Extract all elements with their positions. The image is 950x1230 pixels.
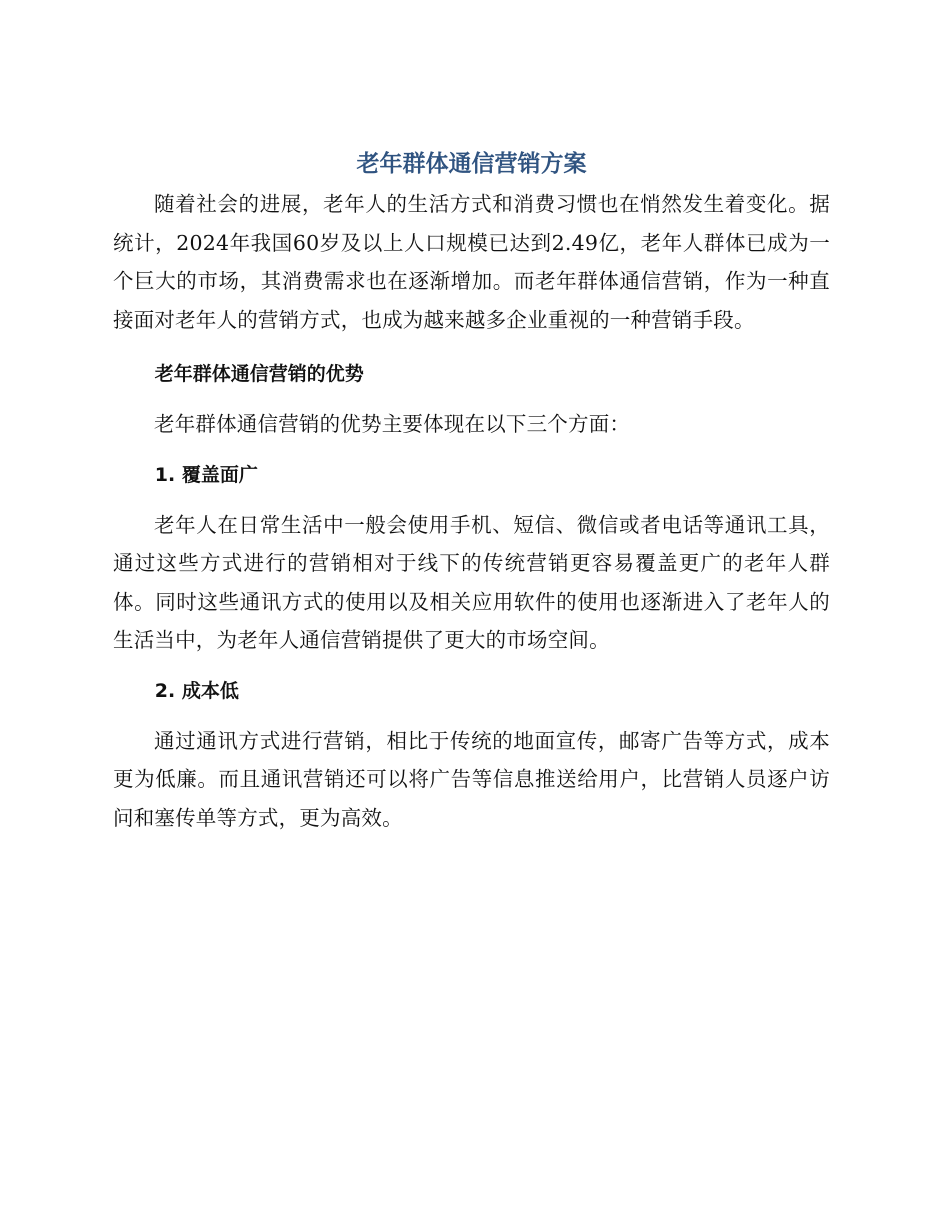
document-page — [113, 143, 830, 837]
spacer — [113, 710, 830, 722]
point-body-coverage: 老年人在日常生活中一般会使用手机、短信、微信或者电话等通讯工具，通过这些方式进行的营销相对于线下的传统营销更容易覆盖更广的老年人群体。同时这些通讯方式的使用以及相关应用软件的使用也逐渐进入了老年人的生活当中，为老年人通信营销提供了更大的市场空间。 — [113, 512, 830, 652]
spacer — [113, 339, 830, 355]
section-heading: 老年群体通信营销的优势 — [154, 363, 364, 385]
document-title: 老年群体通信营销方案 — [356, 151, 587, 177]
point-heading-coverage: 1. 覆盖面广 — [154, 463, 258, 486]
spacer — [113, 660, 830, 672]
spacer — [113, 494, 830, 506]
point-body-cost: 通过通讯方式进行营销，相比于传统的地面宣传，邮寄广告等方式，成本更为低廉。而且通讯营销还可以将广告等信息推送给用户，比营销人员逐户访问和塞传单等方式，更为高效。 — [113, 728, 830, 830]
point-heading-cost: 2. 成本低 — [154, 679, 239, 702]
spacer — [113, 393, 830, 405]
spacer — [113, 444, 830, 456]
intro-paragraph: 随着社会的进展，老年人的生活方式和消费习惯也在悄然发生着变化。据统计，2024年我国60岁及以上人口规模已达到2.49亿，老年人群体已成为一个巨大的市场，其消费需求也在逐渐增加。而老年群体通信营销，作为一种直接面对老年人的营销方式，也成为越来越多企业重视的一种营销手段。 — [113, 192, 830, 332]
section-intro-paragraph: 老年群体通信营销的优势主要体现在以下三个方面： — [154, 412, 631, 436]
